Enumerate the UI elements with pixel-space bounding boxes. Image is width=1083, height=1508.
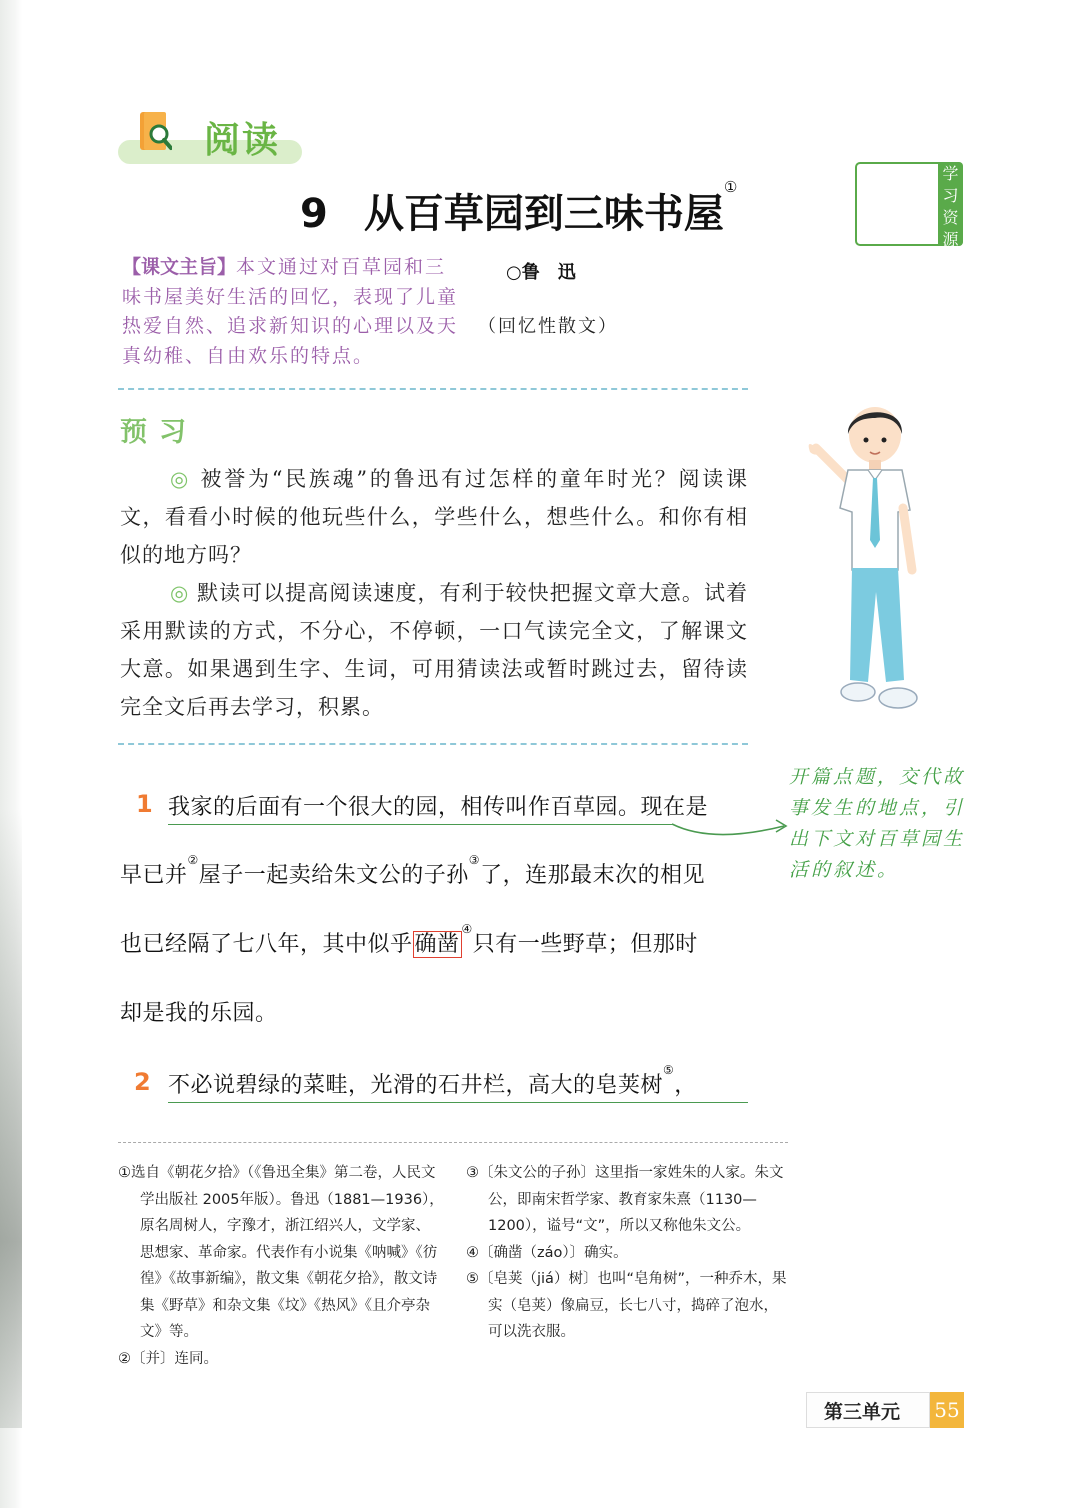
unit-label: 第三单元 [824,1401,901,1423]
preview-text [120,460,748,726]
page-edge [0,0,22,1508]
resource-char: 学 [942,164,959,183]
footnote-mark[interactable]: ⑤ [663,1063,675,1077]
footnotes-left [118,1160,444,1372]
footnote: ④〔确凿（záo）〕确实。 [466,1244,628,1261]
underline-highlight [168,824,672,825]
body-line: 却是我的乐园。 [120,1001,278,1026]
divider [118,743,748,745]
margin-note: 开篇点题，交代故事发生的地点，引出下文对百草园生活的叙述。 [789,766,966,881]
study-resource-tab[interactable] [938,162,963,249]
summary-label: 【课文主旨】 [122,256,237,278]
lesson-summary [122,253,462,371]
book-magnifier-icon [138,108,172,154]
lesson-title-text: 从百草园到三味书屋 [363,191,724,237]
author: ○鲁 迅 [506,262,576,283]
preview-paragraph: ◎ 被誉为“民族魂”的鲁迅有过怎样的童年时光？阅读课文，看看小时候的他玩些什么，学些什么，想些什么。和你有相似的地方吗？ [120,467,748,567]
paragraph-number: 2 [134,1068,151,1096]
divider [118,388,748,390]
lesson-title [300,178,738,239]
boy-illustration [800,400,950,720]
resource-char: 资 [942,208,959,227]
body-line: 早已并②屋子一起卖给朱文公的子孙③了，连那最末次的相见 [120,853,706,888]
body-line: 我家的后面有一个很大的园，相传叫作百草园。现在是 [168,795,709,820]
branch-decoration [0,808,22,1428]
genre: （回忆性散文） [478,316,618,337]
footnote: ⑤〔皂荚（jiá）树〕也叫“皂角树”，一种乔木，果实（皂荚）像扁豆，长七八寸，捣碎了泡水，可以洗衣服。 [466,1271,787,1340]
footnote-mark[interactable]: ① [723,178,738,196]
footnote-divider [118,1142,788,1143]
paragraph-number: 1 [136,790,153,818]
annotation-arrow [672,812,790,852]
underline-highlight [168,1102,748,1103]
lesson-number: 9 [300,191,328,237]
body-line: 也已经隔了七八年，其中似乎确凿④只有一些野草；但那时 [120,922,698,957]
summary-text: 本文通过对百草园和三味书屋美好生活的回忆，表现了儿童热爱自然、追求新知识的心理以及天真幼稚、自由欢乐的特点。 [122,256,459,367]
footnote-mark[interactable]: ③ [468,853,481,867]
footnote: ①选自《朝花夕拾》（《鲁迅全集》第二卷，人民文学出版社 2005年版）。鲁迅（1881—1936），原名周树人，字豫才，浙江绍兴人，文学家、思想家、革命家。代表作有小说集《呐喊》《彷徨》《故事新编》，散文集《朝花夕拾》，散文诗集《野草》和杂文集《坟》《热风》《且介亭杂文》等。 [118,1165,444,1340]
body-line: 不必说碧绿的菜畦，光滑的石井栏，高大的皂荚树⑤， [168,1063,697,1098]
footnote: ②〔并〕连同。 [118,1350,218,1367]
preview-paragraph: ◎ 默读可以提高阅读速度，有利于较快把握文章大意。试着采用默读的方式，不分心，不停顿，一口气读完全文，了解课文大意。如果遇到生字、生词，可用猜读法或暂时跳过去，留待读完全文后再去学习，积累。 [120,581,749,719]
footnote: ③〔朱文公的子孙〕这里指一家姓朱的人家。朱文公，即南宋哲学家、教育家朱熹（1130—1200），谥号“文”，所以又称他朱文公。 [466,1165,784,1234]
resource-char: 习 [942,186,959,205]
footnote-mark[interactable]: ④ [461,922,473,936]
footnote-mark[interactable]: ② [187,853,199,867]
section-title: 阅读 [204,120,281,161]
page-number: 55 [930,1392,964,1428]
resource-char: 源 [942,230,959,249]
bullet-icon: ◎ [170,581,190,605]
bullet-icon: ◎ [170,467,192,491]
footnotes-right [466,1160,792,1346]
preview-title: 预习 [120,417,198,448]
boxed-word: 确凿 [414,932,460,957]
